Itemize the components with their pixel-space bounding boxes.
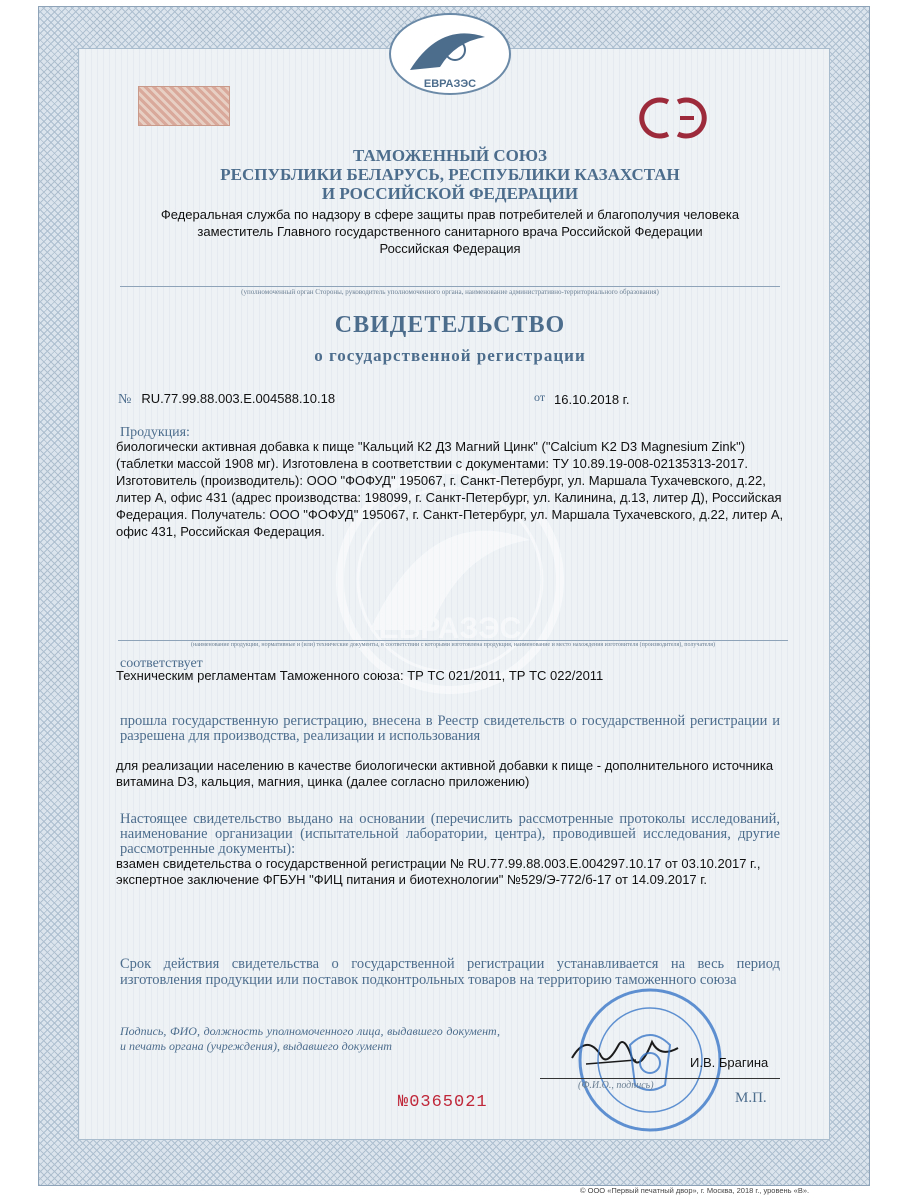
authority-caption: (уполномоченный орган Стороны, руководитель уполномоченного органа, наименование административно-территориального образования) [120,286,780,296]
signature-caption: Подпись, ФИО, должность уполномоченного лица, выдавшего документ, и печать органа (учреждения), выдавшего документ [120,1024,500,1053]
usage-text: для реализации населению в качестве биологически активной добавки к пище - дополнительного источника витамина D3, кальция, магния, цинка (далее согласно приложению) [116,758,774,789]
header-line-3: И РОССИЙСКОЙ ФЕДЕРАЦИИ [321,184,579,203]
authority-line-3: Российская Федерация [379,241,521,256]
registration-date: 16.10.2018 г. [554,392,630,407]
signature-line [540,1078,780,1079]
conformity-text: Техническим регламентам Таможенного союза: ТР ТС 021/2011, ТР ТС 022/2011 [116,668,604,683]
basis-text: Настоящее свидетельство выдано на основании (перечислить рассмотренные протоколы исследований, наименование организации (испытательной лаборатории, центра), проводившей исследования, другие рассмотренные документы): [120,811,780,857]
product-label: Продукция: [120,425,190,440]
validity-text: Срок действия свидетельства о государственной регистрации устанавливается на весь период изготовления продукции или поставок подконтрольных товаров на территорию таможенного союза [120,956,780,988]
document-subtitle: о государственной регистрации [314,346,586,365]
date-label: от [534,390,546,404]
eac-sanitary-mark-icon [632,96,714,140]
serial-number: №0365021 [398,1093,488,1112]
printer-footer: © ООО «Первый печатный двор», г. Москва, 2018 г., уровень «В». [580,1186,810,1195]
registration-line [118,390,798,410]
hologram-patch [138,86,230,126]
mp-label: М.П. [735,1090,767,1106]
authority-line-1: Федеральная служба по надзору в сфере защиты прав потребителей и благополучия человека [160,207,740,222]
authority-line-2: заместитель Главного государственного санитарного врача Российской Федерации [197,224,703,239]
fio-caption: (Ф.И.О., подпись) [578,1080,654,1091]
number-label: № [118,392,132,407]
header-line-2: РЕСПУБЛИКИ БЕЛАРУСЬ, РЕСПУБЛИКИ КАЗАХСТАН [220,165,680,184]
product-text: биологически активная добавка к пище "Кальций К2 Д3 Магний Цинк" ("Calcium K2 D3 Magnesium Zink") (таблетки массой 1908 мг). Изготовлена в соответствии с документами: ТУ 10.89.19-008-02135313-2017. Изготовитель (производитель): ООО "ФОФУД" 195067, г. Санкт-Петербург, ул. Маршала Тухачевского, д.22, литер А, офис 431 (адрес производства: 198099, г. Санкт-Петербург, ул. Калинина, д.13, литер Д), Российская Федерация. Получатель: ООО "ФОФУД" 195067, г. Санкт-Петербург, ул. Маршала Тухачевского, д.22, литер А, офис 431, Российская Федерация. [116,439,784,539]
registration-number: RU.77.99.88.003.E.004588.10.18 [141,391,336,406]
evrazes-emblem [385,12,515,102]
emblem-label: ЕВРАЗЭС [423,78,477,90]
conformity-label: соответствует [120,656,203,671]
basis-value: взамен свидетельства о государственной регистрации № RU.77.99.88.003.Е.004297.10.17 от 03.10.2017 г., экспертное заключение ФГБУН "ФИЦ питания и биотехнологии" №529/Э-772/б-17 от 14.09.2017 г. [116,856,761,887]
product-caption: (наименование продукции, нормативные и (или) технические документы, в соответствии с которыми изготовлена продукция, наименование и место нахождения изготовителя (производителя), получателя) [118,640,788,648]
registration-passed-text: прошла государственную регистрацию, внесена в Реестр свидетельств о государственной регистрации и разрешена для производства, реализации и использования [120,713,780,744]
document-title: СВИДЕТЕЛЬСТВО [334,312,566,338]
header-line-1: ТАМОЖЕННЫЙ СОЮЗ [353,146,547,165]
signer-name: И.В. Брагина [690,1055,769,1070]
watermark-label: ЕВРАЗЭС [378,612,522,645]
